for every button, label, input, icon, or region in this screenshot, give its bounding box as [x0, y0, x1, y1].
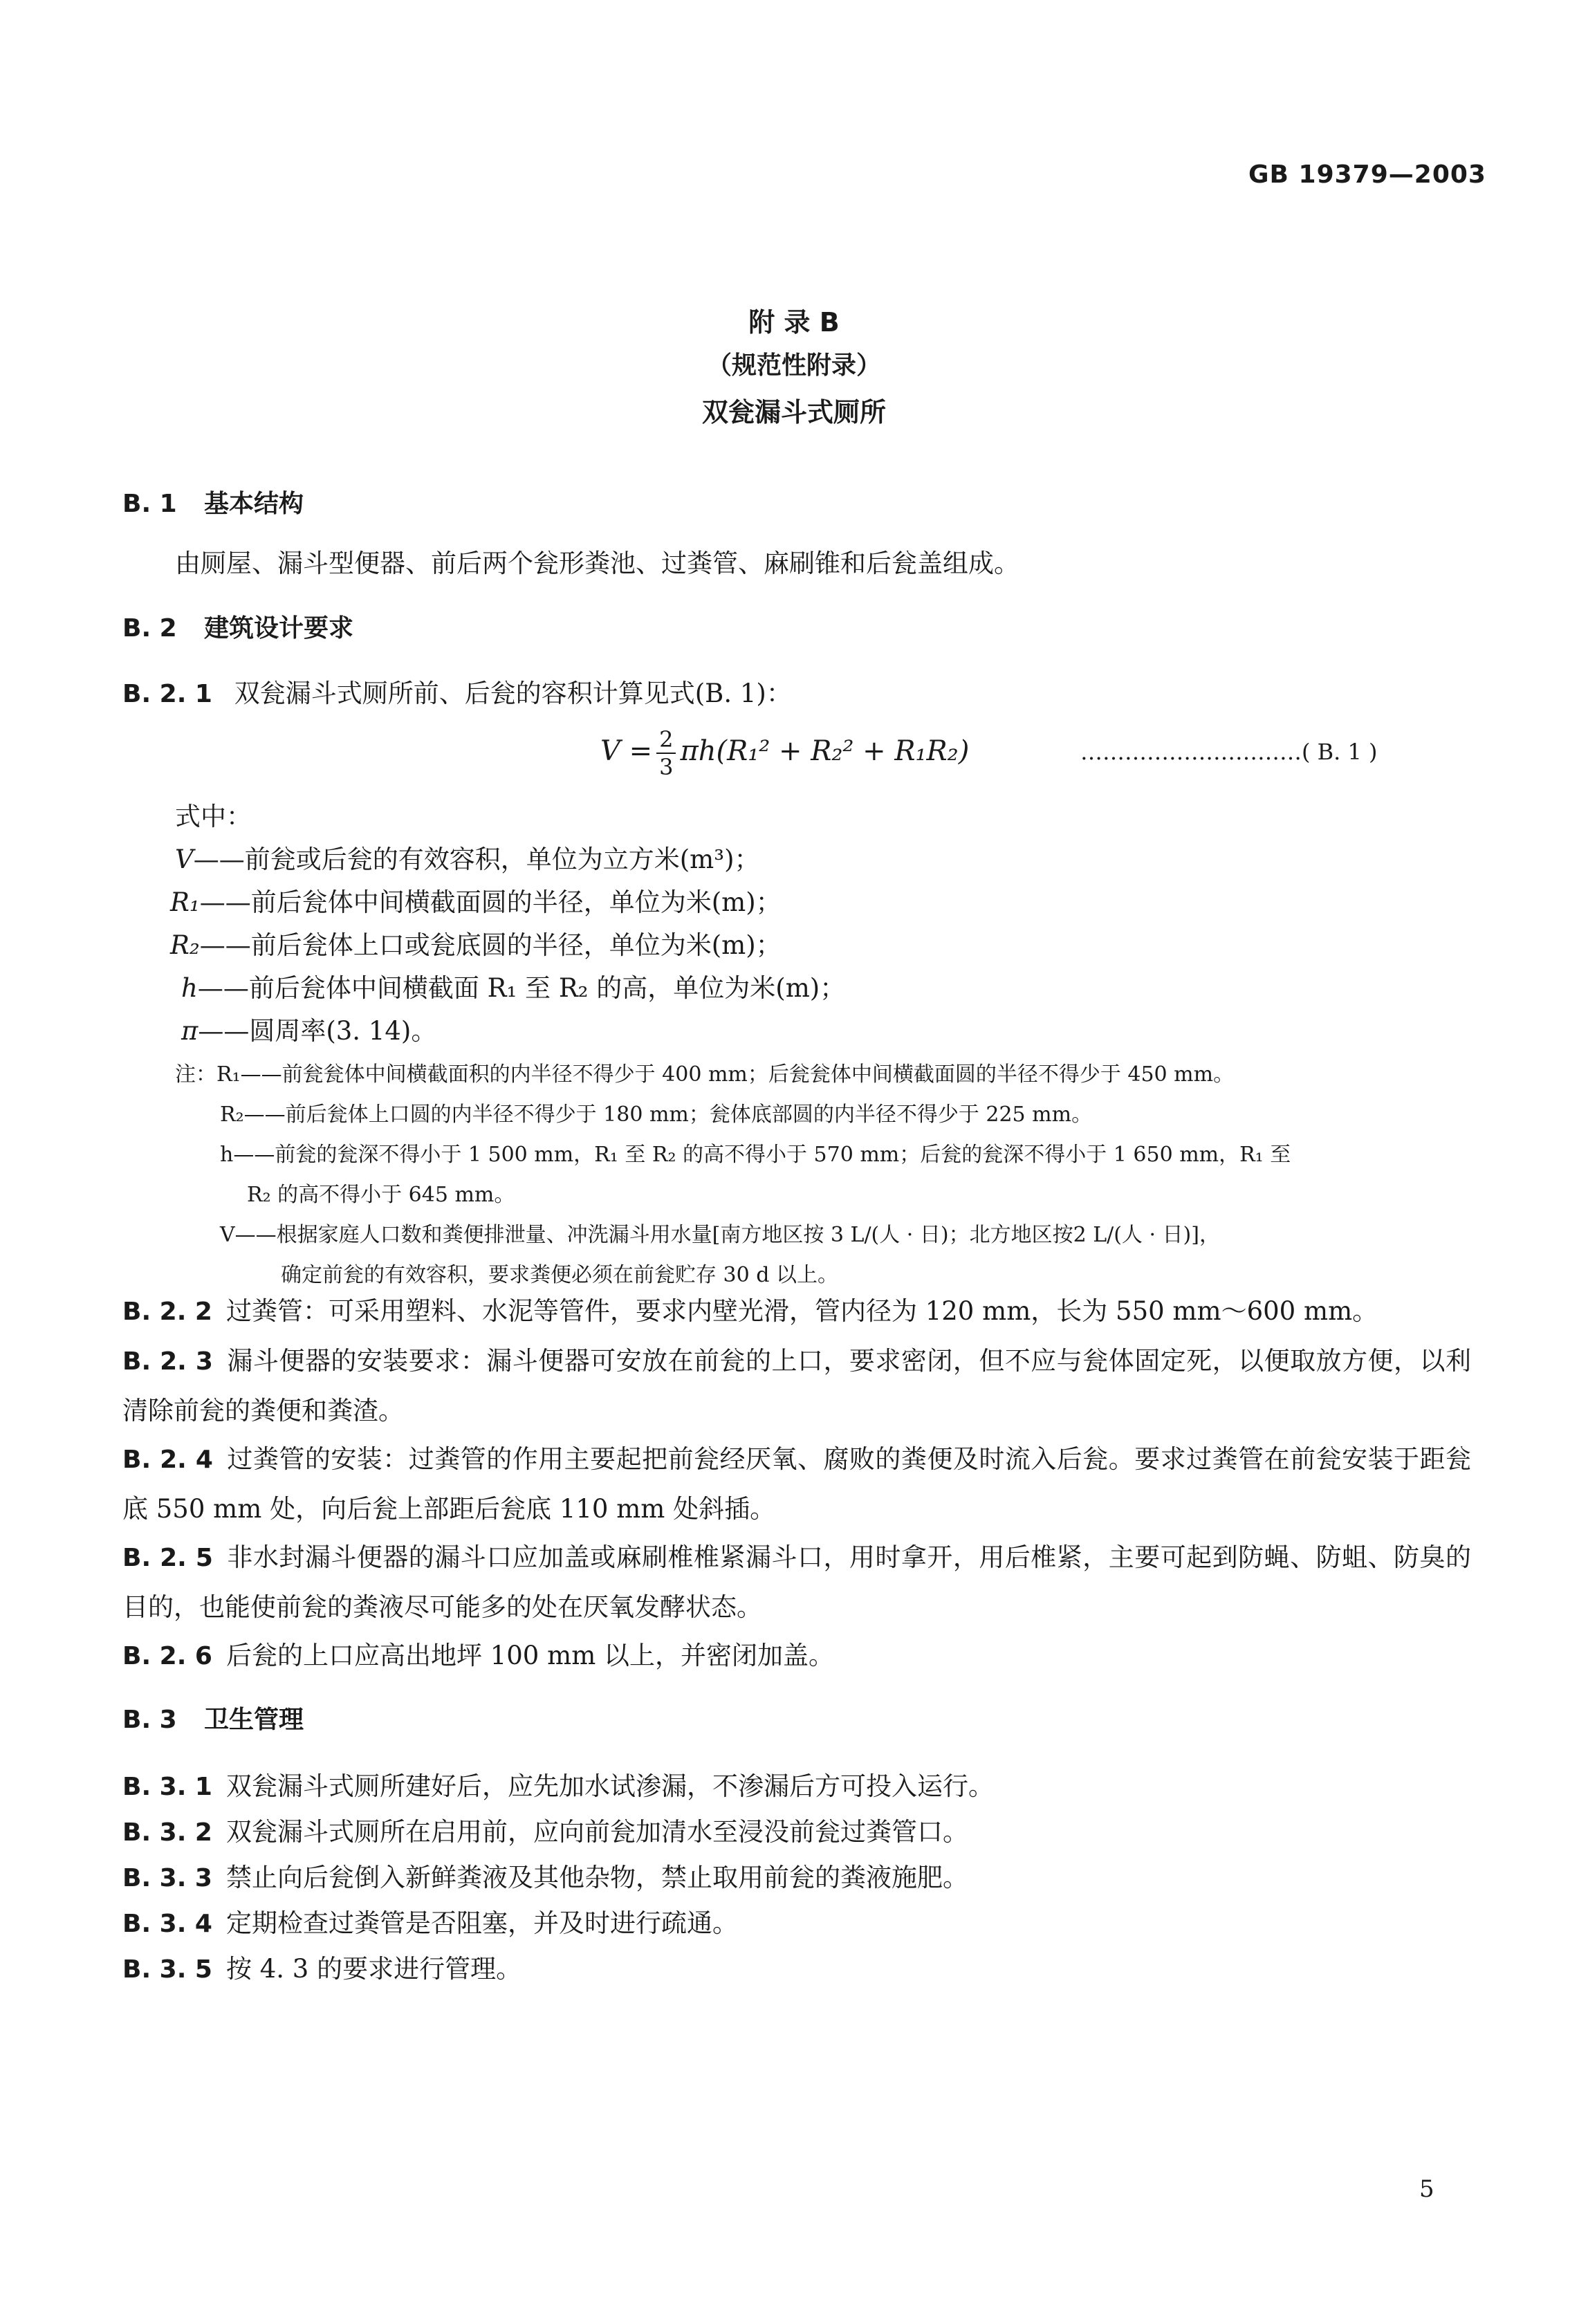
section-title: 基本结构	[204, 490, 304, 518]
clause-b3-4	[122, 1899, 1471, 1948]
fraction-numerator: 2	[656, 726, 676, 754]
note-line: V——根据家庭人口数和粪便排泄量、冲洗漏斗用水量[南方地区按 3 L/(人 · 日)；北方地区按2 L/(人 · 日)]，	[220, 1223, 1220, 1247]
annex-title: 附 录 B	[748, 307, 840, 338]
clause-text: 禁止向后瓮倒入新鲜粪液及其他杂物，禁止取用前瓮的粪液施肥。	[225, 1863, 968, 1892]
clause-b3-1	[122, 1762, 1471, 1811]
section-title: 卫生管理	[204, 1706, 304, 1734]
clause-number: B. 2. 1	[122, 680, 212, 708]
clause-b2-3	[122, 1336, 1471, 1435]
clause-number: B. 3. 3	[122, 1864, 212, 1892]
fraction-denominator: 3	[659, 754, 674, 780]
note-line: h——前瓮的瓮深不得小于 1 500 mm，R₁ 至 R₂ 的高不得小于 570 mm；后瓮的瓮深不得小于 1 650 mm，R₁ 至	[220, 1143, 1291, 1167]
note-line: 注：R₁——前瓮瓮体中间横截面积的内半径不得少于 400 mm；后瓮瓮体中间横截面圆的半径不得少于 450 mm。	[175, 1062, 1235, 1087]
note-line: 确定前瓮的有效容积，要求粪便必须在前瓮贮存 30 d 以上。	[281, 1263, 838, 1287]
clause-number: B. 3. 2	[122, 1818, 212, 1847]
formula-fraction	[656, 726, 676, 780]
clause-text: 过粪管：可采用塑料、水泥等管件，要求内壁光滑，管内径为 120 mm，长为 550 mm～600 mm。	[225, 1296, 1378, 1326]
clause-b2-5	[122, 1533, 1471, 1632]
definition-item: R₂——前后瓮体上口或瓮底圆的半径，单位为米(m)；	[170, 930, 782, 960]
clause-text: 双瓮漏斗式厕所建好后，应先加水试渗漏，不渗漏后方可投入运行。	[225, 1771, 994, 1801]
standard-number: GB 19379—2003	[1248, 160, 1486, 189]
clause-number: B. 2. 3	[122, 1347, 213, 1376]
section-heading-b2	[122, 609, 353, 644]
formula-b1	[600, 726, 969, 780]
clause-text: 后瓮的上口应高出地坪 100 mm 以上，并密闭加盖。	[225, 1641, 835, 1670]
annex-name: 双瓮漏斗式厕所	[701, 397, 886, 427]
clause-b2-1	[122, 672, 792, 716]
annex-type: （规范性附录）	[706, 351, 881, 380]
b1-text: 由厕屋、漏斗型便器、前后两个瓮形粪池、过粪管、麻刷锥和后瓮盖组成。	[175, 548, 1019, 578]
clause-number: B. 3. 4	[122, 1910, 212, 1938]
where-label: 式中：	[175, 802, 252, 831]
clause-b3-3	[122, 1853, 1471, 1903]
definition-item: V——前瓮或后瓮的有效容积，单位为立方米(m³)；	[175, 845, 760, 874]
definition-item: R₁——前后瓮体中间横截面圆的半径，单位为米(m)；	[170, 887, 782, 917]
formula-lhs: V =	[600, 735, 653, 767]
clause-b2-4	[122, 1435, 1471, 1533]
clause-number: B. 3. 1	[122, 1773, 212, 1801]
clause-text: 双瓮漏斗式厕所在启用前，应向前瓮加清水至浸没前瓮过粪管口。	[225, 1817, 968, 1847]
clause-text: 漏斗便器的安装要求：漏斗便器可安放在前瓮的上口，要求密闭，但不应与瓮体固定死，以便取放方便，以利清除前瓮的粪便和粪渣。	[122, 1346, 1471, 1426]
section-heading-b1	[122, 484, 304, 519]
clause-number: B. 2. 2	[122, 1298, 212, 1326]
clause-b3-2	[122, 1807, 1471, 1857]
clause-number: B. 3. 5	[122, 1955, 212, 1984]
definition-item: π——圆周率(3. 14)。	[181, 1016, 437, 1046]
clause-number: B. 2. 4	[122, 1446, 213, 1474]
section-number: B. 3	[122, 1706, 177, 1734]
section-number: B. 2	[122, 614, 177, 643]
clause-text: 过粪管的安装：过粪管的作用主要起把前瓮经厌氧、腐败的粪便及时流入后瓮。要求过粪管在前瓮安装于距瓮底 550 mm 处，向后瓮上部距后瓮底 110 mm 处斜插。	[122, 1444, 1471, 1524]
note-line: R₂——前后瓮体上口圆的内半径不得少于 180 mm；瓮体底部圆的内半径不得少于 225 mm。	[220, 1103, 1093, 1127]
clause-b2-2	[122, 1286, 1471, 1336]
section-heading-b3	[122, 1700, 304, 1735]
definition-item: h——前后瓮体中间横截面 R₁ 至 R₂ 的高，单位为米(m)；	[181, 973, 846, 1003]
formula-label: …………………………( B. 1 )	[1080, 739, 1378, 765]
section-number: B. 1	[122, 490, 177, 518]
clause-b2-6	[122, 1631, 1471, 1681]
section-title: 建筑设计要求	[204, 614, 354, 643]
clause-b3-5	[122, 1944, 1471, 1994]
clause-text: 定期检查过粪管是否阻塞，并及时进行疏通。	[225, 1908, 738, 1938]
formula-rhs: πh(R₁² + R₂² + R₁R₂)	[680, 735, 970, 767]
clause-number: B. 2. 6	[122, 1642, 212, 1670]
page-number: 5	[1419, 2175, 1434, 2203]
note-line: R₂ 的高不得小于 645 mm。	[247, 1183, 515, 1207]
clause-number: B. 2. 5	[122, 1544, 213, 1572]
clause-text: 按 4. 3 的要求进行管理。	[225, 1954, 522, 1984]
clause-text: 非水封漏斗便器的漏斗口应加盖或麻刷椎椎紧漏斗口，用时拿开，用后椎紧，主要可起到防蝇、防蛆、防臭的目的，也能使前瓮的粪液尽可能多的处在厌氧发酵状态。	[122, 1542, 1471, 1622]
clause-text: 双瓮漏斗式厕所前、后瓮的容积计算见式(B. 1)：	[234, 679, 792, 708]
